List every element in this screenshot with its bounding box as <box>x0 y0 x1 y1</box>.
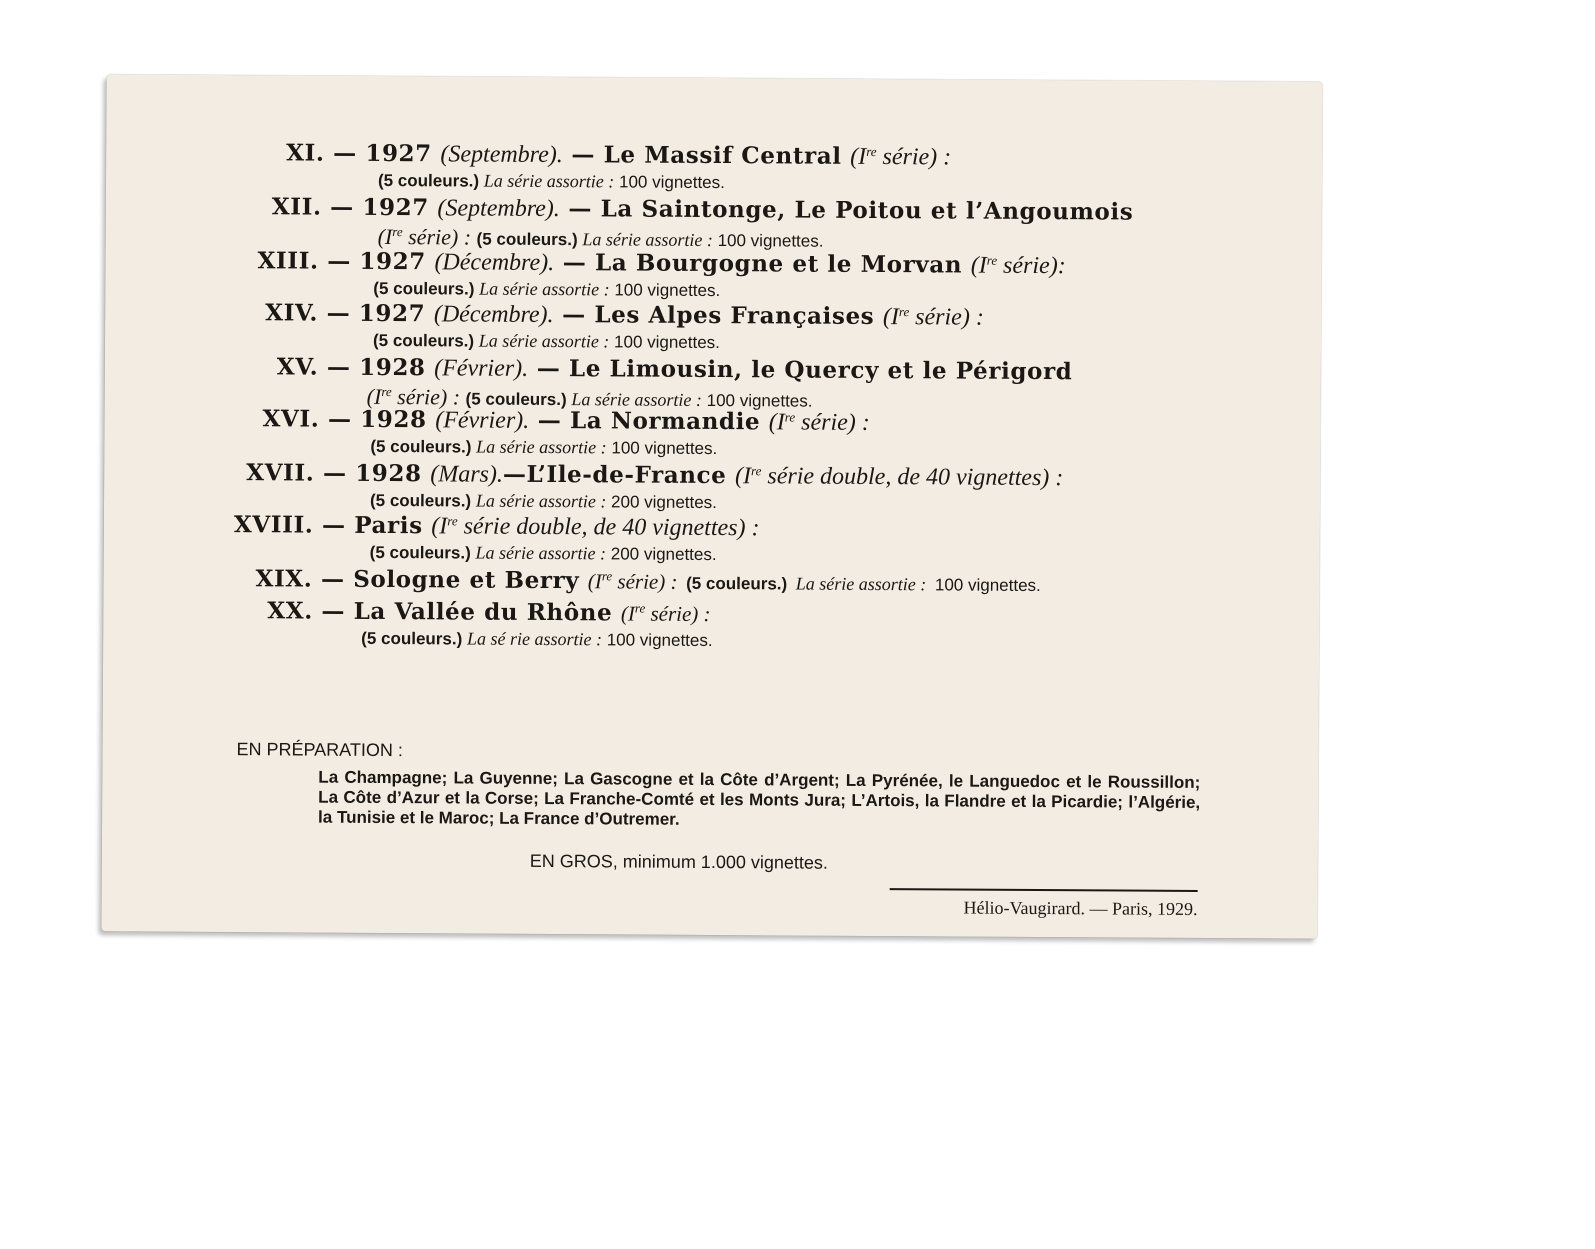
entry-number: XVII. <box>246 459 315 487</box>
entry-assortie: La série assortie : <box>479 278 610 300</box>
entry-count: 100 vignettes. <box>706 390 813 411</box>
entry-month: (Février). <box>434 355 529 382</box>
entry-count: 100 vignettes. <box>934 575 1041 596</box>
entry-year: 1927 <box>359 247 426 276</box>
entry-colors: (5 couleurs.) <box>373 278 475 299</box>
entry-number: XV. <box>276 353 319 381</box>
printer-imprint: Hélio-Vaugirard. — Paris, 1929. <box>963 897 1198 919</box>
divider <box>890 888 1198 892</box>
entry-assortie: La série assortie : <box>582 229 713 251</box>
entry-title: Sologne et Berry <box>353 565 580 595</box>
entry-assortie: La série assortie : <box>483 170 615 192</box>
entry-month: (Septembre). <box>440 141 563 169</box>
entry-number: XI. <box>286 139 325 167</box>
entry-count: 100 vignettes. <box>614 280 721 301</box>
entry-count: 100 vignettes. <box>618 172 725 193</box>
entry-colors: (5 couleurs.) <box>476 229 578 250</box>
entry-colors: (5 couleurs.) <box>372 330 475 351</box>
entry-number: XVI. <box>262 405 320 433</box>
entry-colors: (5 couleurs.) <box>377 170 480 191</box>
entry-assortie: La série assortie : <box>475 542 607 564</box>
entry-colors: (5 couleurs.) <box>686 573 788 594</box>
entry-title: Paris <box>354 511 423 540</box>
entry-serie: (Ire série) : <box>768 409 870 436</box>
entry-year: 1928 <box>360 405 427 434</box>
entry-assortie: La série assortie : <box>795 573 927 595</box>
entry-assortie: La série assortie : <box>571 389 702 410</box>
entry-title: Le Limousin, le Quercy et le Périgord <box>568 355 1073 386</box>
entry-month: (Mars). <box>430 461 504 488</box>
entry-serie: (Ire série): <box>970 252 1066 280</box>
entry-assortie: La série assortie : <box>478 330 610 352</box>
entry-assortie: La sé rie assortie : <box>466 628 603 650</box>
entry-number: XIX. <box>255 565 313 593</box>
list-item: XVI. — 1928 (Février). — La Normandie (Ire série) : (5 couleurs.) La série assortie : 100 vignettes. <box>262 405 870 459</box>
entry-serie: (Ire série) : <box>882 304 984 331</box>
wholesale-note: EN GROS, minimum 1.000 vignettes. <box>529 850 828 873</box>
entry-serie: (Ire série) : <box>377 223 477 250</box>
entry-colors: (5 couleurs.) <box>369 542 471 563</box>
entry-count: 100 vignettes. <box>717 231 824 251</box>
list-item: XIX. — Sologne et Berry (Ire série) : (5 couleurs.) La série assortie : 100 vignettes. <box>255 565 1041 596</box>
entry-number: XVIII. <box>233 511 314 539</box>
list-item: XVIII. — Paris (Ire série double, de 40 vignettes) : (5 couleurs.) La série assortie : 200 vignettes. <box>233 511 760 565</box>
entry-title: La Bourgogne et le Morvan <box>594 249 963 279</box>
entry-month: (Décembre). <box>433 301 554 329</box>
entry-colors: (5 couleurs.) <box>369 490 472 511</box>
entry-serie: (Ire série double, de 40 vignettes) : <box>734 463 1064 492</box>
entry-title: L’Ile-de-France <box>526 460 727 490</box>
entry-count: 100 vignettes. <box>614 332 720 353</box>
entry-colors: (5 couleurs.) <box>361 628 463 649</box>
entry-title: La Normandie <box>569 407 761 436</box>
entry-number: XX. <box>267 597 313 625</box>
entry-year: 1928 <box>355 459 422 488</box>
entry-count: 100 vignettes. <box>611 438 718 459</box>
entry-number: XIII. <box>257 247 319 275</box>
list-item: XI. — 1927 (Septembre). — Le Massif Central (Ire série) : (5 couleurs.) La série assortie : 100 vignettes. <box>286 139 952 193</box>
entry-serie: (Ire série) : <box>850 143 952 171</box>
entry-year: 1927 <box>362 193 429 222</box>
entry-year: 1927 <box>358 299 426 328</box>
entry-month: (Décembre). <box>434 249 555 277</box>
entry-number: XIV. <box>265 299 319 327</box>
entry-assortie: La série assortie : <box>475 490 607 512</box>
list-item: XII. — 1927 (Septembre). — La Saintonge, Le Poitou et l’Angoumois (Ire série) : (5 couleurs.) La série assortie : 100 vignettes. <box>271 193 1134 251</box>
list-item: XX. — La Vallée du Rhône (Ire série) : (5 couleurs.) La sé rie assortie : 100 vignettes. <box>267 597 713 651</box>
entry-title: Le Massif Central <box>603 141 842 170</box>
entry-colors: (5 couleurs.) <box>370 436 472 457</box>
list-item: XIII. — 1927 (Décembre). — La Bourgogne et le Morvan (Ire série): (5 couleurs.) La série assortie : 100 vignettes. <box>257 247 1066 301</box>
entry-count: 200 vignettes. <box>610 544 717 565</box>
entry-count: 200 vignettes. <box>611 492 718 513</box>
entry-year: 1927 <box>365 139 432 168</box>
entry-count: 100 vignettes. <box>606 630 713 651</box>
list-item: XVII. — 1928 (Mars).—L’Ile-de-France (Ire série double, de 40 vignettes) : (5 couleurs.) La série assortie : 200 vignettes. <box>246 459 1064 513</box>
list-item: XV. — 1928 (Février). — Le Limousin, le Quercy et le Périgord (Ire série) : (5 couleurs.) La série assortie : 100 vignettes. <box>276 353 1073 411</box>
entry-assortie: La série assortie : <box>476 436 607 458</box>
entry-month: (Février). <box>435 407 530 434</box>
entry-serie: (Ire série) : <box>366 383 466 410</box>
entry-number: XII. <box>271 193 322 221</box>
preparation-list: La Champagne; La Guyenne; La Gascogne et la Côte d’Argent; La Pyrénée, le Languedoc et le Roussillon; La Côte d’Azur et la Corse; La Franche-Comté et les Monts Jura; L’Artois, la Flandre et la Picardie; l’Algérie, la Tunisie et le Maroc; La France d’Outremer. <box>318 767 1201 829</box>
entry-serie: (Ire série) : <box>587 568 678 594</box>
list-item: XIV. — 1927 (Décembre). — Les Alpes Françaises (Ire série) : (5 couleurs.) La série assortie : 100 vignettes. <box>265 299 984 353</box>
preparation-title: EN PRÉPARATION : <box>236 739 403 761</box>
entry-title: Les Alpes Françaises <box>594 301 875 330</box>
printed-card <box>101 74 1322 938</box>
entry-title: La Saintonge, Le Poitou et l’Angoumois <box>600 195 1134 226</box>
entry-serie: (Ire série double, de 40 vignettes) : <box>431 513 760 542</box>
entry-month: (Septembre). <box>437 195 560 223</box>
entry-title: La Vallée du Rhône <box>353 597 613 627</box>
entry-year: 1928 <box>359 353 426 382</box>
entry-serie: (Ire série) : <box>620 600 711 626</box>
entry-colors: (5 couleurs.) <box>465 389 567 410</box>
